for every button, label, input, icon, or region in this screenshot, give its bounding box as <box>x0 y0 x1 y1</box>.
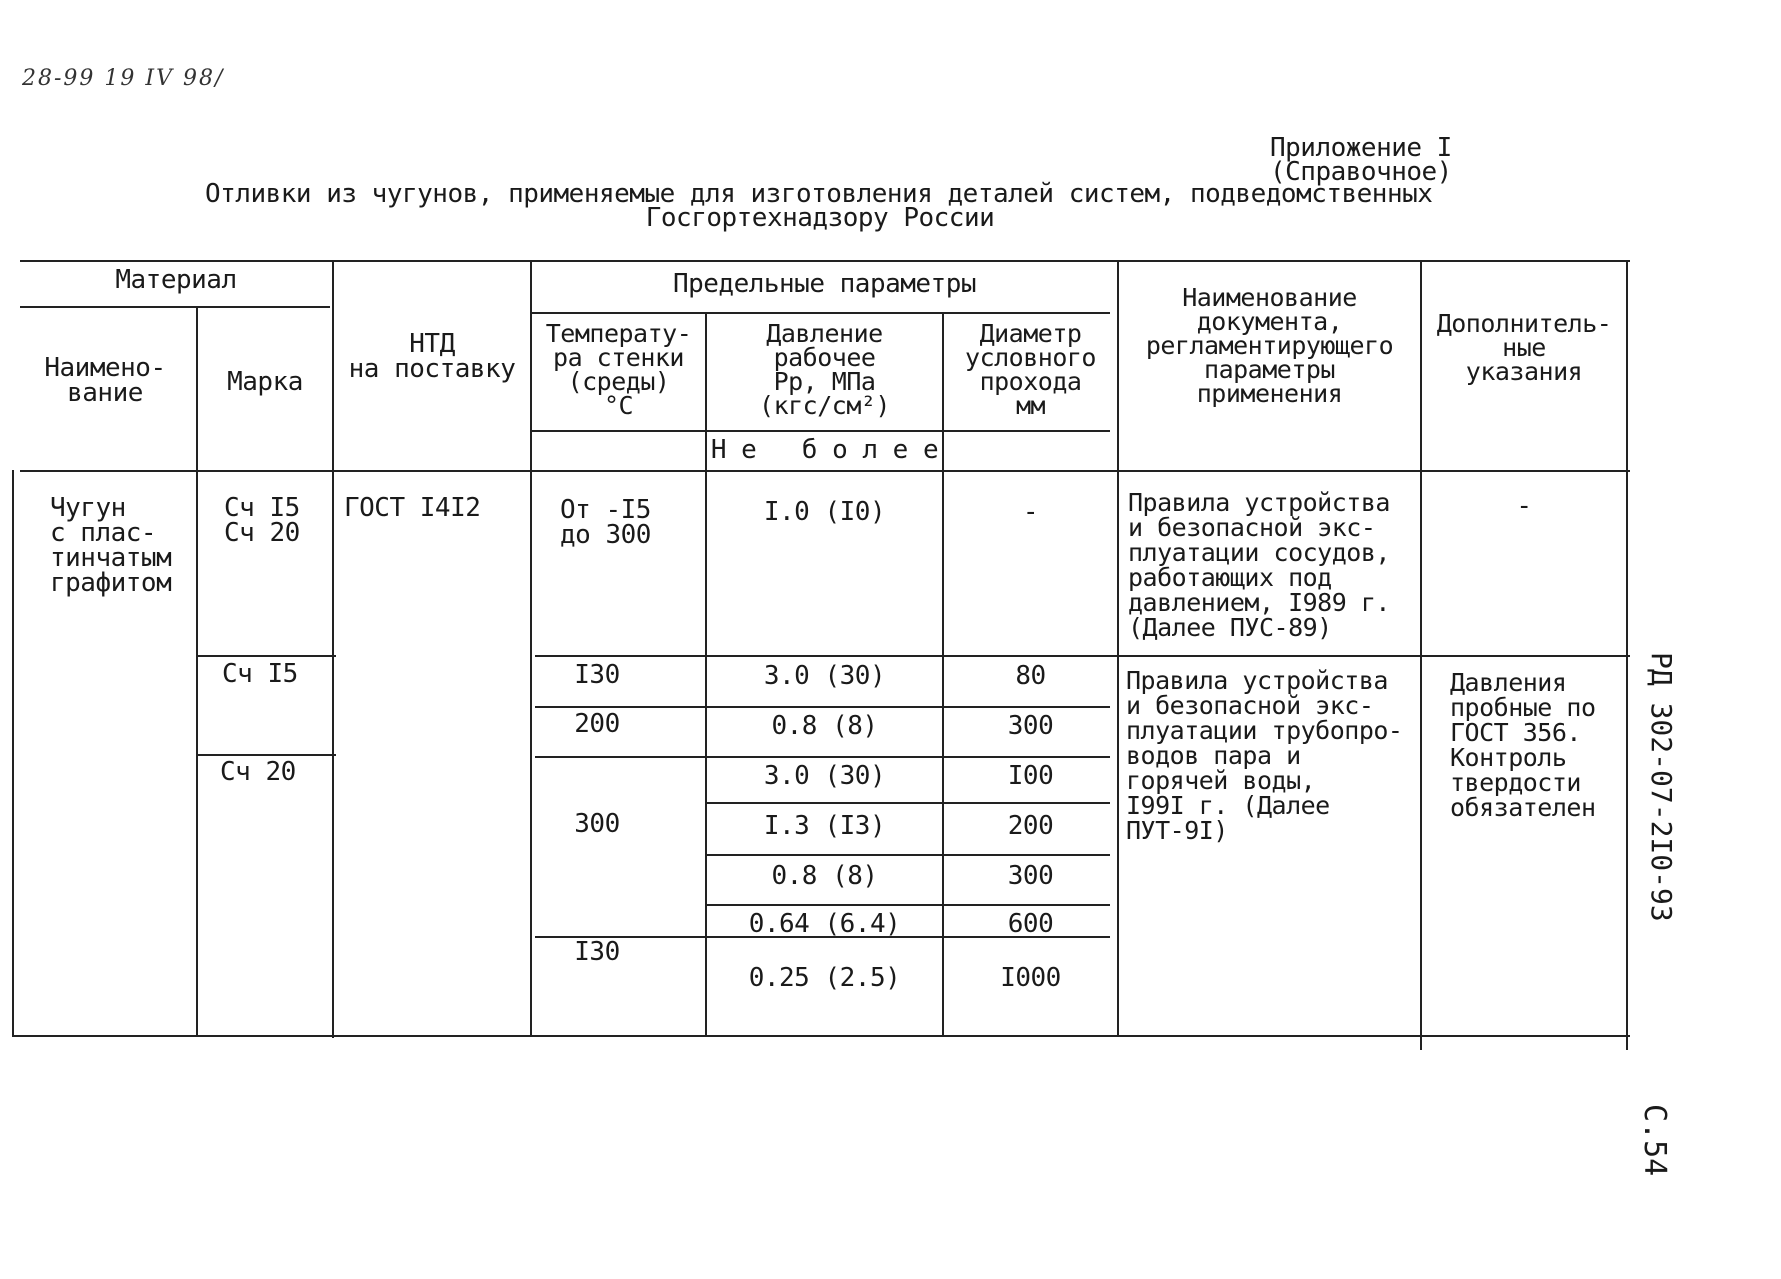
pressure-row-3: 3.0 (30) <box>763 761 886 791</box>
diameter-1: - <box>1022 497 1039 527</box>
ntd-value: ГОСТ I4I2 <box>344 493 481 523</box>
header-document: Наименование документа, регламентирующего параметры применения <box>1145 283 1394 408</box>
header-not-more: Н е б о л е е <box>710 435 939 465</box>
header-additional: Дополнитель- ные указания <box>1436 309 1612 386</box>
additional-2: Давления пробные по ГОСТ 356. Контроль твердости обязателен <box>1450 668 1596 822</box>
rule-not-more <box>530 430 1110 432</box>
diameter-row-6: 600 <box>1007 909 1054 939</box>
rule-row-3 <box>535 756 1110 758</box>
rule-limits <box>530 312 1110 314</box>
appendix-label: Приложение I <box>1270 133 1452 163</box>
header-limits: Предельные параметры <box>672 269 977 299</box>
material-name: Чугун с плас- тинчатым графитом <box>50 493 172 598</box>
table-title-line2: Госгортехнадзору России <box>645 203 995 233</box>
col-name-mark <box>196 306 198 1035</box>
temp-row-2: 200 <box>574 709 620 739</box>
header-temperature: Температу- ра стенки (среды) °С <box>545 319 692 420</box>
pressure-row-4: I.3 (I3) <box>763 811 886 841</box>
header-material: Материал <box>115 265 237 295</box>
rule-row-5 <box>705 854 1110 856</box>
rule-row-6 <box>705 904 1110 906</box>
rule-header-bottom <box>20 470 1630 472</box>
diameter-row-3: I00 <box>1007 761 1054 791</box>
document-1: Правила устройства и безопасной экс- плуатации сосудов, работающих под давлением, I989 г. (Далее ПУС-89) <box>1128 488 1390 642</box>
appendix-type: (Справочное) <box>1270 157 1452 187</box>
header-diameter: Диаметр условного прохода мм <box>965 319 1096 420</box>
temp-row-3: 300 <box>574 809 620 839</box>
header-pressure: Давление рабочее Pр, МПа (кгс/см²) <box>759 319 890 420</box>
additional-1: - <box>1516 491 1532 521</box>
pressure-row-1: 3.0 (30) <box>763 661 886 691</box>
diameter-row-1: 80 <box>1015 661 1046 691</box>
col-left <box>12 470 14 1035</box>
diameter-row-7: I000 <box>1000 963 1061 993</box>
temp-row-6: I30 <box>574 937 620 967</box>
rule-material <box>20 306 330 308</box>
pressure-row-6: 0.64 (6.4) <box>748 909 901 939</box>
header-name: Наимено- вание <box>44 353 166 408</box>
rule-mark-2 <box>196 754 336 756</box>
rule-mark-1 <box>196 655 336 657</box>
temp-1: От -I5 до 300 <box>560 495 651 550</box>
mark-2: Сч I5 <box>222 659 298 689</box>
rule-row-2 <box>535 706 1110 708</box>
col-right <box>1626 260 1628 1050</box>
rule-row-1 <box>535 655 1630 657</box>
table-title: Отливки из чугунов, применяемые для изготовления деталей систем, подведомственных <box>205 179 1433 209</box>
document-2: Правила устройства и безопасной экс- плуатации трубопро- водов пара и горячей воды, I99I г. (Далее ПУТ-9I) <box>1126 666 1403 845</box>
mark-1: Сч I5 Сч 20 <box>224 493 300 548</box>
page-number: С.54 <box>1637 1104 1672 1177</box>
pressure-row-7: 0.25 (2.5) <box>748 963 901 993</box>
rule-bottom <box>12 1035 1630 1037</box>
rule-row-4 <box>705 802 1110 804</box>
header-ntd: НТД на поставку <box>348 329 516 384</box>
pressure-row-2: 0.8 (8) <box>771 711 878 741</box>
document-code: РД 302-07-2I0-93 <box>1645 652 1678 922</box>
pressure-1: I.0 (I0) <box>763 497 886 527</box>
temp-row-1: I30 <box>574 660 620 690</box>
mark-3: Сч 20 <box>220 757 296 787</box>
header-mark: Марка <box>227 367 303 397</box>
handwritten-note: 28-99 19 IV 98/ <box>22 66 225 91</box>
pressure-row-5: 0.8 (8) <box>771 861 878 891</box>
rule-top <box>20 260 1630 262</box>
diameter-row-4: 200 <box>1007 811 1054 841</box>
diameter-row-2: 300 <box>1007 711 1054 741</box>
diameter-row-5: 300 <box>1007 861 1054 891</box>
